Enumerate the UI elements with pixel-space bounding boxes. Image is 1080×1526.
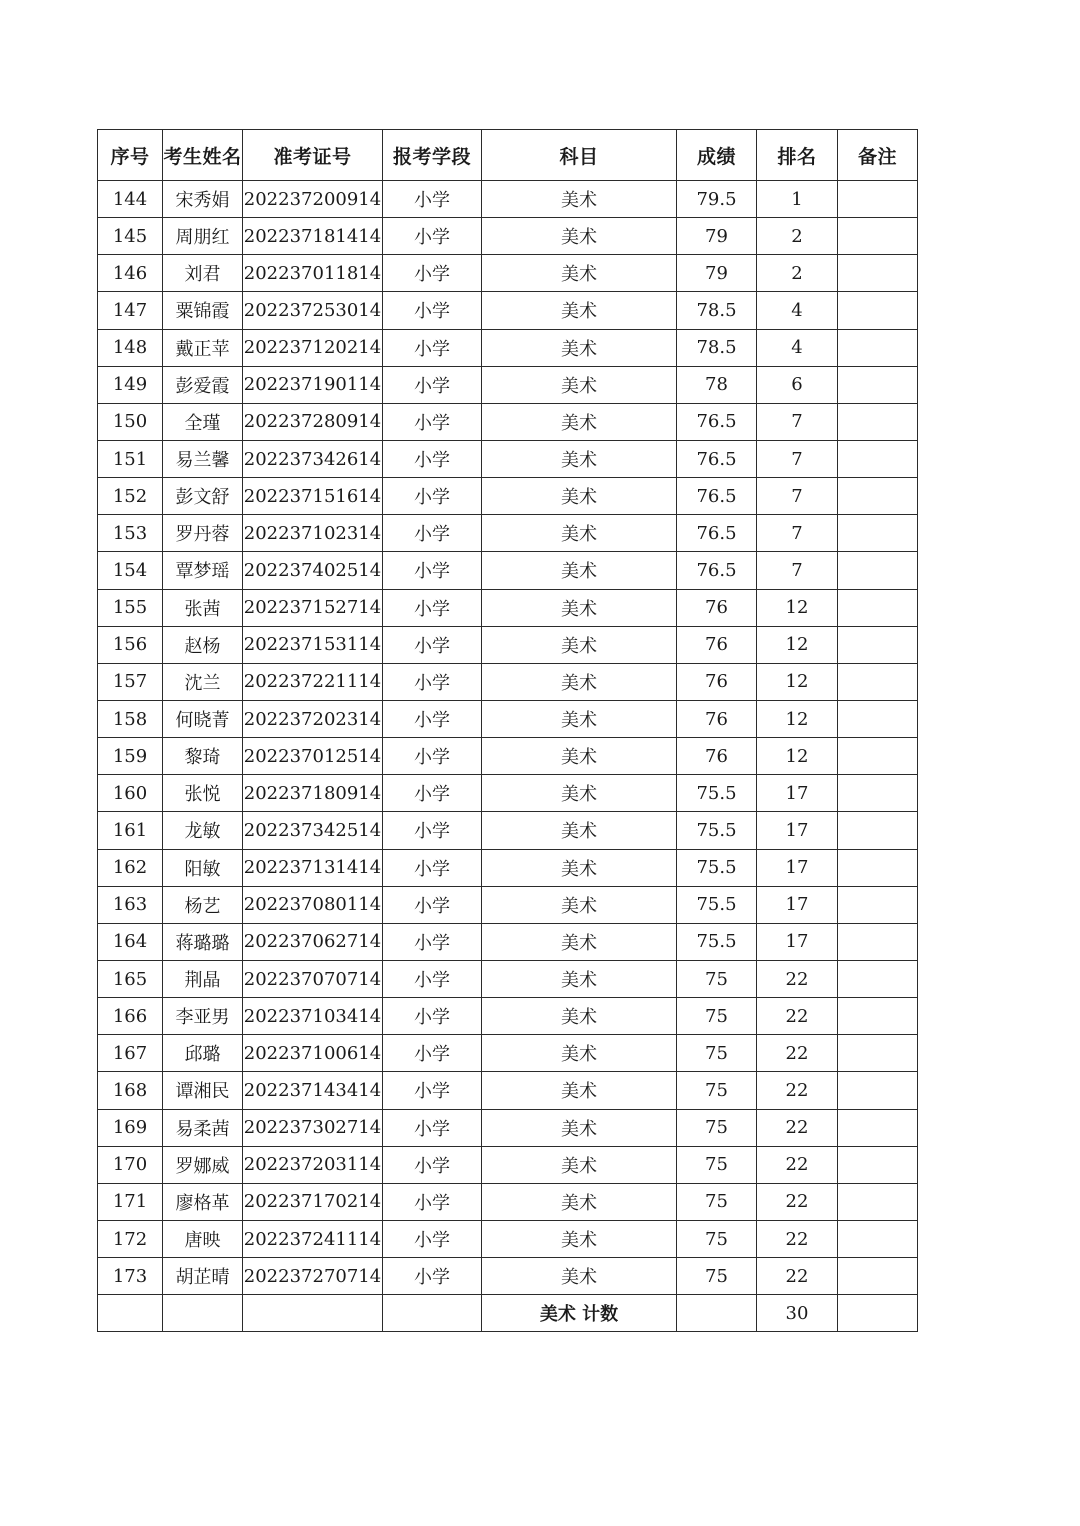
cell-stage: 小学 bbox=[383, 329, 482, 366]
cell-name: 罗娜威 bbox=[163, 1146, 243, 1183]
cell-remark bbox=[838, 440, 918, 477]
cell-rank: 12 bbox=[757, 589, 838, 626]
cell-exam-id: 202237181414 bbox=[243, 218, 383, 255]
cell-score: 75 bbox=[677, 960, 757, 997]
cell-name: 全瑾 bbox=[163, 403, 243, 440]
cell-rank: 4 bbox=[757, 292, 838, 329]
table-row bbox=[98, 552, 918, 589]
cell-remark bbox=[838, 626, 918, 663]
cell-subject: 美术 bbox=[482, 849, 677, 886]
cell-exam-id: 202237151614 bbox=[243, 478, 383, 515]
header-subject: 科目 bbox=[482, 130, 677, 181]
cell-name: 荆晶 bbox=[163, 960, 243, 997]
cell-score: 75.5 bbox=[677, 849, 757, 886]
table-row bbox=[98, 775, 918, 812]
cell-rank: 22 bbox=[757, 1258, 838, 1295]
cell-name: 阳敏 bbox=[163, 849, 243, 886]
cell-stage: 小学 bbox=[383, 1220, 482, 1257]
table-row bbox=[98, 1072, 918, 1109]
cell-subject: 美术 bbox=[482, 218, 677, 255]
cell-score: 75 bbox=[677, 1146, 757, 1183]
cell-subject: 美术 bbox=[482, 738, 677, 775]
cell-rank: 12 bbox=[757, 700, 838, 737]
cell-seq: 158 bbox=[98, 700, 163, 737]
cell-exam-id: 202237152714 bbox=[243, 589, 383, 626]
cell-exam-id: 202237180914 bbox=[243, 775, 383, 812]
cell-seq: 160 bbox=[98, 775, 163, 812]
cell-subject: 美术 bbox=[482, 775, 677, 812]
cell-rank: 1 bbox=[757, 181, 838, 218]
cell-score: 79 bbox=[677, 218, 757, 255]
cell-stage: 小学 bbox=[383, 700, 482, 737]
cell-remark bbox=[838, 960, 918, 997]
cell-stage: 小学 bbox=[383, 626, 482, 663]
cell-remark bbox=[838, 1183, 918, 1220]
table-row bbox=[98, 626, 918, 663]
cell-exam-id: 202237153114 bbox=[243, 626, 383, 663]
summary-empty-cell bbox=[163, 1295, 243, 1332]
cell-subject: 美术 bbox=[482, 1258, 677, 1295]
table-row bbox=[98, 255, 918, 292]
cell-rank: 22 bbox=[757, 1109, 838, 1146]
cell-exam-id: 202237062714 bbox=[243, 923, 383, 960]
table-row bbox=[98, 700, 918, 737]
cell-remark bbox=[838, 1072, 918, 1109]
cell-rank: 7 bbox=[757, 478, 838, 515]
cell-remark bbox=[838, 775, 918, 812]
cell-subject: 美术 bbox=[482, 292, 677, 329]
cell-exam-id: 202237080114 bbox=[243, 886, 383, 923]
cell-stage: 小学 bbox=[383, 440, 482, 477]
cell-name: 谭湘民 bbox=[163, 1072, 243, 1109]
cell-score: 79.5 bbox=[677, 181, 757, 218]
cell-subject: 美术 bbox=[482, 552, 677, 589]
cell-score: 75 bbox=[677, 1183, 757, 1220]
cell-exam-id: 202237170214 bbox=[243, 1183, 383, 1220]
cell-seq: 147 bbox=[98, 292, 163, 329]
cell-exam-id: 202237241114 bbox=[243, 1220, 383, 1257]
cell-name: 彭文舒 bbox=[163, 478, 243, 515]
table-row bbox=[98, 998, 918, 1035]
cell-score: 75 bbox=[677, 1258, 757, 1295]
cell-stage: 小学 bbox=[383, 1109, 482, 1146]
cell-subject: 美术 bbox=[482, 1220, 677, 1257]
cell-stage: 小学 bbox=[383, 1072, 482, 1109]
cell-stage: 小学 bbox=[383, 775, 482, 812]
cell-subject: 美术 bbox=[482, 255, 677, 292]
cell-remark bbox=[838, 998, 918, 1035]
cell-stage: 小学 bbox=[383, 255, 482, 292]
cell-exam-id: 202237011814 bbox=[243, 255, 383, 292]
cell-seq: 162 bbox=[98, 849, 163, 886]
cell-subject: 美术 bbox=[482, 1072, 677, 1109]
cell-seq: 151 bbox=[98, 440, 163, 477]
cell-rank: 6 bbox=[757, 366, 838, 403]
summary-empty-cell bbox=[243, 1295, 383, 1332]
cell-rank: 7 bbox=[757, 440, 838, 477]
cell-seq: 169 bbox=[98, 1109, 163, 1146]
cell-rank: 2 bbox=[757, 218, 838, 255]
cell-name: 沈兰 bbox=[163, 663, 243, 700]
cell-remark bbox=[838, 478, 918, 515]
cell-seq: 154 bbox=[98, 552, 163, 589]
cell-exam-id: 202237302714 bbox=[243, 1109, 383, 1146]
cell-subject: 美术 bbox=[482, 440, 677, 477]
cell-name: 张茜 bbox=[163, 589, 243, 626]
cell-seq: 173 bbox=[98, 1258, 163, 1295]
cell-name: 张悦 bbox=[163, 775, 243, 812]
table-row bbox=[98, 589, 918, 626]
cell-score: 76.5 bbox=[677, 478, 757, 515]
cell-subject: 美术 bbox=[482, 812, 677, 849]
cell-exam-id: 202237103414 bbox=[243, 998, 383, 1035]
cell-score: 76.5 bbox=[677, 515, 757, 552]
cell-score: 76 bbox=[677, 589, 757, 626]
cell-exam-id: 202237203114 bbox=[243, 1146, 383, 1183]
cell-seq: 156 bbox=[98, 626, 163, 663]
table-row bbox=[98, 812, 918, 849]
cell-seq: 170 bbox=[98, 1146, 163, 1183]
table-row bbox=[98, 366, 918, 403]
cell-seq: 167 bbox=[98, 1035, 163, 1072]
cell-remark bbox=[838, 329, 918, 366]
header-remark: 备注 bbox=[838, 130, 918, 181]
cell-stage: 小学 bbox=[383, 849, 482, 886]
cell-score: 75.5 bbox=[677, 775, 757, 812]
cell-exam-id: 202237342614 bbox=[243, 440, 383, 477]
cell-score: 75.5 bbox=[677, 886, 757, 923]
cell-seq: 153 bbox=[98, 515, 163, 552]
cell-rank: 12 bbox=[757, 663, 838, 700]
cell-exam-id: 202237270714 bbox=[243, 1258, 383, 1295]
cell-rank: 17 bbox=[757, 849, 838, 886]
cell-rank: 17 bbox=[757, 886, 838, 923]
cell-stage: 小学 bbox=[383, 589, 482, 626]
cell-exam-id: 202237253014 bbox=[243, 292, 383, 329]
cell-remark bbox=[838, 1146, 918, 1183]
table-row bbox=[98, 923, 918, 960]
cell-seq: 165 bbox=[98, 960, 163, 997]
cell-rank: 22 bbox=[757, 1035, 838, 1072]
cell-rank: 22 bbox=[757, 1220, 838, 1257]
cell-exam-id: 202237131414 bbox=[243, 849, 383, 886]
cell-rank: 22 bbox=[757, 1072, 838, 1109]
cell-subject: 美术 bbox=[482, 589, 677, 626]
cell-rank: 7 bbox=[757, 403, 838, 440]
cell-remark bbox=[838, 738, 918, 775]
cell-remark bbox=[838, 1109, 918, 1146]
cell-stage: 小学 bbox=[383, 292, 482, 329]
cell-remark bbox=[838, 849, 918, 886]
cell-name: 戴正苹 bbox=[163, 329, 243, 366]
table-row bbox=[98, 440, 918, 477]
cell-score: 75 bbox=[677, 1109, 757, 1146]
cell-remark bbox=[838, 255, 918, 292]
cell-rank: 7 bbox=[757, 515, 838, 552]
cell-seq: 157 bbox=[98, 663, 163, 700]
cell-exam-id: 202237070714 bbox=[243, 960, 383, 997]
cell-remark bbox=[838, 589, 918, 626]
cell-stage: 小学 bbox=[383, 403, 482, 440]
cell-rank: 17 bbox=[757, 923, 838, 960]
cell-name: 罗丹蓉 bbox=[163, 515, 243, 552]
cell-exam-id: 202237190114 bbox=[243, 366, 383, 403]
cell-stage: 小学 bbox=[383, 552, 482, 589]
header-exam-id: 准考证号 bbox=[243, 130, 383, 181]
cell-name: 龙敏 bbox=[163, 812, 243, 849]
cell-subject: 美术 bbox=[482, 515, 677, 552]
cell-exam-id: 202237280914 bbox=[243, 403, 383, 440]
cell-score: 76.5 bbox=[677, 440, 757, 477]
summary-empty-cell bbox=[98, 1295, 163, 1332]
cell-rank: 22 bbox=[757, 1146, 838, 1183]
cell-subject: 美术 bbox=[482, 1109, 677, 1146]
cell-remark bbox=[838, 700, 918, 737]
cell-seq: 149 bbox=[98, 366, 163, 403]
cell-stage: 小学 bbox=[383, 181, 482, 218]
cell-score: 76 bbox=[677, 700, 757, 737]
cell-remark bbox=[838, 403, 918, 440]
table-row bbox=[98, 1035, 918, 1072]
cell-seq: 164 bbox=[98, 923, 163, 960]
cell-exam-id: 202237202314 bbox=[243, 700, 383, 737]
cell-rank: 4 bbox=[757, 329, 838, 366]
table-row bbox=[98, 181, 918, 218]
cell-name: 易柔茜 bbox=[163, 1109, 243, 1146]
cell-exam-id: 202237100614 bbox=[243, 1035, 383, 1072]
table-row bbox=[98, 329, 918, 366]
table-row bbox=[98, 1146, 918, 1183]
score-table bbox=[97, 129, 918, 1332]
cell-subject: 美术 bbox=[482, 886, 677, 923]
table-row bbox=[98, 292, 918, 329]
cell-stage: 小学 bbox=[383, 1258, 482, 1295]
cell-score: 75 bbox=[677, 1220, 757, 1257]
cell-exam-id: 202237342514 bbox=[243, 812, 383, 849]
cell-stage: 小学 bbox=[383, 478, 482, 515]
table-body bbox=[98, 181, 918, 1295]
cell-seq: 148 bbox=[98, 329, 163, 366]
cell-stage: 小学 bbox=[383, 1183, 482, 1220]
cell-stage: 小学 bbox=[383, 515, 482, 552]
cell-seq: 163 bbox=[98, 886, 163, 923]
cell-score: 78.5 bbox=[677, 292, 757, 329]
table-row bbox=[98, 886, 918, 923]
cell-exam-id: 202237120214 bbox=[243, 329, 383, 366]
cell-rank: 22 bbox=[757, 960, 838, 997]
table-row bbox=[98, 1220, 918, 1257]
summary-label: 美术 计数 bbox=[482, 1295, 677, 1332]
table-row bbox=[98, 663, 918, 700]
cell-name: 赵杨 bbox=[163, 626, 243, 663]
cell-score: 76.5 bbox=[677, 552, 757, 589]
header-row bbox=[98, 130, 918, 181]
cell-stage: 小学 bbox=[383, 923, 482, 960]
cell-score: 75.5 bbox=[677, 812, 757, 849]
cell-seq: 144 bbox=[98, 181, 163, 218]
cell-score: 75 bbox=[677, 1072, 757, 1109]
cell-remark bbox=[838, 1258, 918, 1295]
header-name: 考生姓名 bbox=[163, 130, 243, 181]
cell-exam-id: 202237221114 bbox=[243, 663, 383, 700]
summary-count: 30 bbox=[757, 1295, 838, 1332]
cell-name: 杨艺 bbox=[163, 886, 243, 923]
cell-stage: 小学 bbox=[383, 1035, 482, 1072]
cell-score: 76 bbox=[677, 626, 757, 663]
cell-remark bbox=[838, 515, 918, 552]
cell-name: 廖格革 bbox=[163, 1183, 243, 1220]
cell-remark bbox=[838, 1035, 918, 1072]
cell-stage: 小学 bbox=[383, 218, 482, 255]
cell-name: 彭爱霞 bbox=[163, 366, 243, 403]
cell-exam-id: 202237200914 bbox=[243, 181, 383, 218]
cell-remark bbox=[838, 218, 918, 255]
header-stage: 报考学段 bbox=[383, 130, 482, 181]
cell-seq: 172 bbox=[98, 1220, 163, 1257]
cell-exam-id: 202237143414 bbox=[243, 1072, 383, 1109]
cell-remark bbox=[838, 366, 918, 403]
cell-stage: 小学 bbox=[383, 960, 482, 997]
cell-remark bbox=[838, 923, 918, 960]
table-row bbox=[98, 478, 918, 515]
cell-score: 76 bbox=[677, 663, 757, 700]
cell-name: 黎琦 bbox=[163, 738, 243, 775]
cell-subject: 美术 bbox=[482, 329, 677, 366]
cell-remark bbox=[838, 552, 918, 589]
summary-empty-cell bbox=[383, 1295, 482, 1332]
table-row bbox=[98, 1109, 918, 1146]
cell-remark bbox=[838, 181, 918, 218]
table-row bbox=[98, 1183, 918, 1220]
table-row bbox=[98, 738, 918, 775]
cell-rank: 7 bbox=[757, 552, 838, 589]
cell-subject: 美术 bbox=[482, 960, 677, 997]
cell-name: 粟锦霞 bbox=[163, 292, 243, 329]
cell-remark bbox=[838, 812, 918, 849]
cell-subject: 美术 bbox=[482, 663, 677, 700]
cell-subject: 美术 bbox=[482, 1183, 677, 1220]
cell-stage: 小学 bbox=[383, 663, 482, 700]
cell-stage: 小学 bbox=[383, 812, 482, 849]
cell-rank: 22 bbox=[757, 1183, 838, 1220]
cell-rank: 17 bbox=[757, 775, 838, 812]
cell-subject: 美术 bbox=[482, 1146, 677, 1183]
cell-rank: 2 bbox=[757, 255, 838, 292]
cell-exam-id: 202237102314 bbox=[243, 515, 383, 552]
cell-stage: 小学 bbox=[383, 998, 482, 1035]
cell-name: 何晓菁 bbox=[163, 700, 243, 737]
cell-stage: 小学 bbox=[383, 1146, 482, 1183]
cell-stage: 小学 bbox=[383, 366, 482, 403]
cell-subject: 美术 bbox=[482, 923, 677, 960]
cell-seq: 166 bbox=[98, 998, 163, 1035]
cell-name: 唐映 bbox=[163, 1220, 243, 1257]
cell-score: 78 bbox=[677, 366, 757, 403]
cell-subject: 美术 bbox=[482, 626, 677, 663]
cell-remark bbox=[838, 292, 918, 329]
cell-name: 易兰馨 bbox=[163, 440, 243, 477]
table-row bbox=[98, 960, 918, 997]
cell-score: 78.5 bbox=[677, 329, 757, 366]
table-row bbox=[98, 1258, 918, 1295]
cell-seq: 171 bbox=[98, 1183, 163, 1220]
summary-row bbox=[98, 1295, 918, 1332]
table-row bbox=[98, 849, 918, 886]
cell-remark bbox=[838, 663, 918, 700]
cell-subject: 美术 bbox=[482, 700, 677, 737]
cell-name: 李亚男 bbox=[163, 998, 243, 1035]
cell-name: 刘君 bbox=[163, 255, 243, 292]
cell-stage: 小学 bbox=[383, 886, 482, 923]
cell-remark bbox=[838, 1220, 918, 1257]
cell-remark bbox=[838, 886, 918, 923]
cell-seq: 161 bbox=[98, 812, 163, 849]
cell-seq: 168 bbox=[98, 1072, 163, 1109]
cell-rank: 17 bbox=[757, 812, 838, 849]
cell-seq: 155 bbox=[98, 589, 163, 626]
cell-score: 76 bbox=[677, 738, 757, 775]
cell-subject: 美术 bbox=[482, 403, 677, 440]
cell-rank: 22 bbox=[757, 998, 838, 1035]
cell-name: 蒋璐璐 bbox=[163, 923, 243, 960]
table-row bbox=[98, 515, 918, 552]
cell-seq: 152 bbox=[98, 478, 163, 515]
cell-seq: 145 bbox=[98, 218, 163, 255]
cell-subject: 美术 bbox=[482, 478, 677, 515]
cell-exam-id: 202237402514 bbox=[243, 552, 383, 589]
cell-name: 覃梦瑶 bbox=[163, 552, 243, 589]
cell-name: 邱璐 bbox=[163, 1035, 243, 1072]
header-seq: 序号 bbox=[98, 130, 163, 181]
cell-seq: 146 bbox=[98, 255, 163, 292]
cell-subject: 美术 bbox=[482, 998, 677, 1035]
summary-empty-cell bbox=[838, 1295, 918, 1332]
cell-score: 76.5 bbox=[677, 403, 757, 440]
cell-score: 75 bbox=[677, 998, 757, 1035]
cell-seq: 150 bbox=[98, 403, 163, 440]
cell-score: 75 bbox=[677, 1035, 757, 1072]
cell-name: 周朋红 bbox=[163, 218, 243, 255]
cell-rank: 12 bbox=[757, 738, 838, 775]
table-row bbox=[98, 403, 918, 440]
header-rank: 排名 bbox=[757, 130, 838, 181]
cell-rank: 12 bbox=[757, 626, 838, 663]
cell-subject: 美术 bbox=[482, 366, 677, 403]
cell-subject: 美术 bbox=[482, 181, 677, 218]
cell-seq: 159 bbox=[98, 738, 163, 775]
cell-score: 79 bbox=[677, 255, 757, 292]
summary-empty-cell bbox=[677, 1295, 757, 1332]
cell-name: 胡芷晴 bbox=[163, 1258, 243, 1295]
header-score: 成绩 bbox=[677, 130, 757, 181]
cell-stage: 小学 bbox=[383, 738, 482, 775]
cell-score: 75.5 bbox=[677, 923, 757, 960]
cell-subject: 美术 bbox=[482, 1035, 677, 1072]
cell-exam-id: 202237012514 bbox=[243, 738, 383, 775]
cell-name: 宋秀娟 bbox=[163, 181, 243, 218]
table-row bbox=[98, 218, 918, 255]
